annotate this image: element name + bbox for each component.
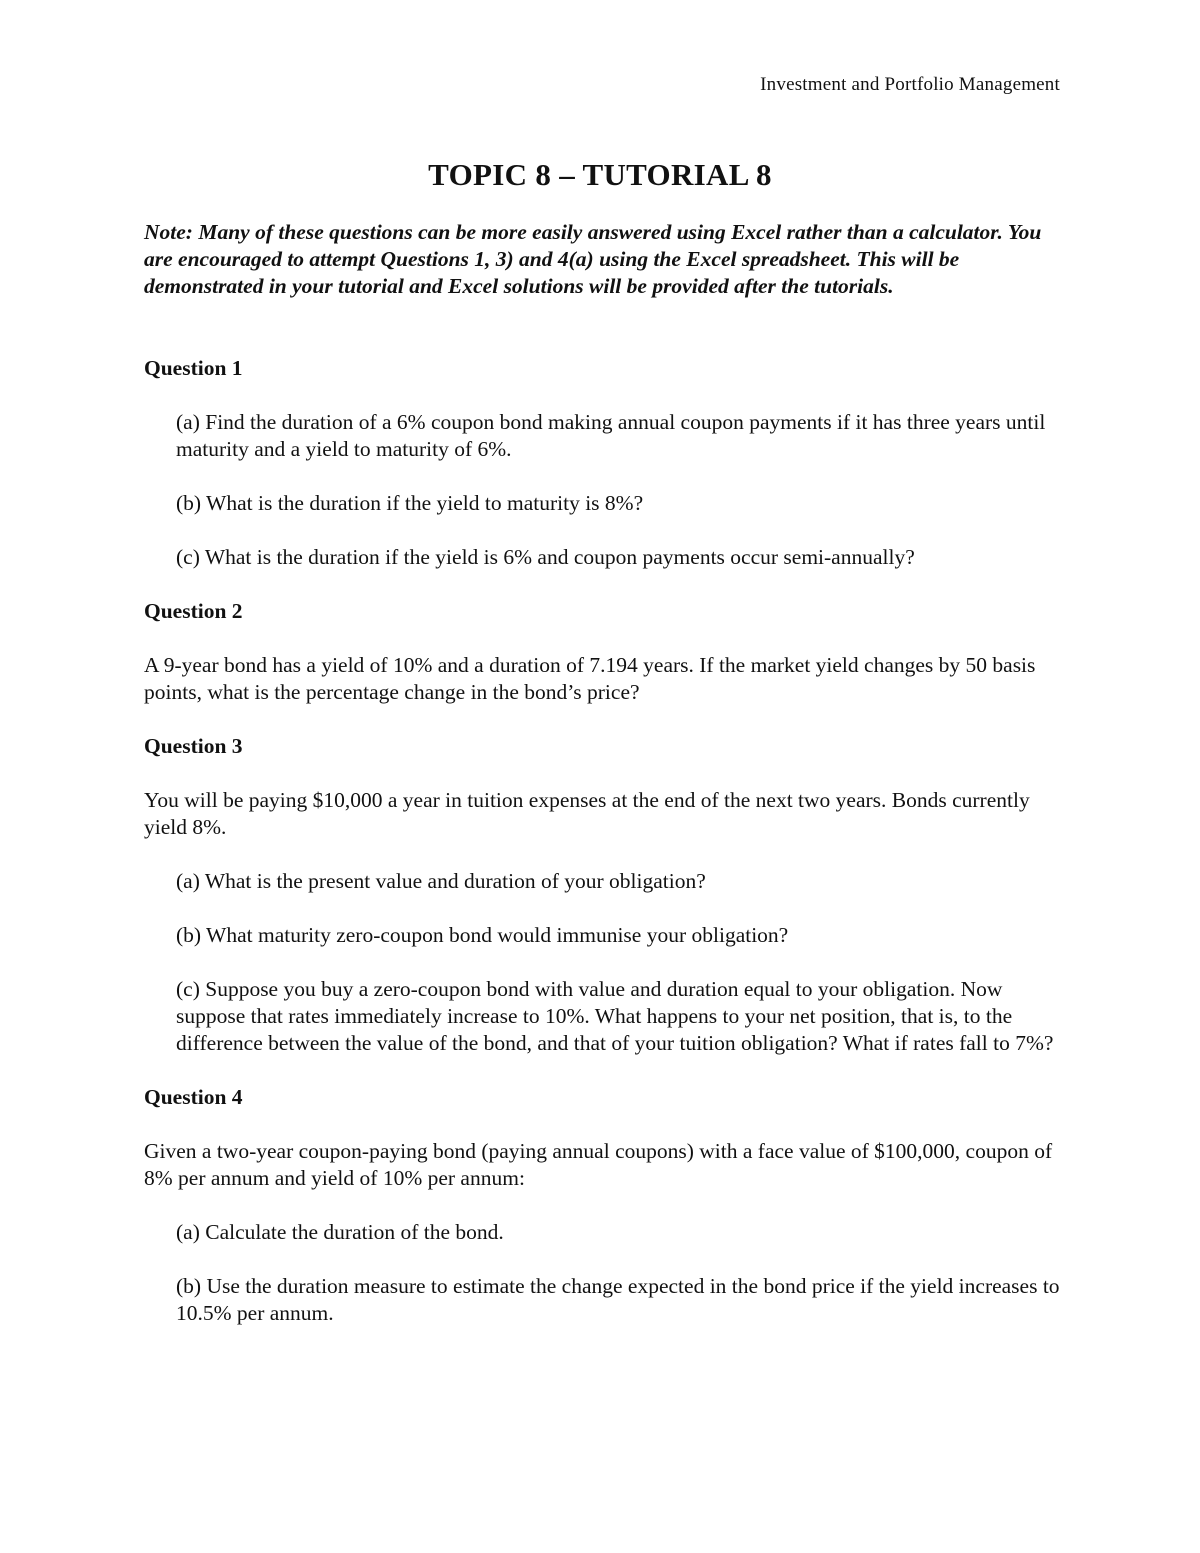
question-2-heading: Question 2 (144, 599, 243, 623)
question-4-heading: Question 4 (144, 1085, 243, 1109)
running-header: Investment and Portfolio Management (760, 74, 1060, 95)
question-2-text: A 9-year bond has a yield of 10% and a duration of 7.194 years. If the market yield changes by 50 basis points, what is the percentage change in the bond’s price? (144, 653, 1036, 704)
question-4-part-b: (b) Use the duration measure to estimate the change expected in the bond price if the yield increases to 10.5% per annum. (176, 1274, 1060, 1325)
question-1-part-c: (c) What is the duration if the yield is 6% and coupon payments occur semi-annually? (176, 545, 915, 569)
question-3-heading: Question 3 (144, 734, 243, 758)
question-4-text: Given a two-year coupon-paying bond (paying annual coupons) with a face value of $100,000, coupon of 8% per annum and yield of 10% per annum: (144, 1139, 1053, 1190)
page-title: TOPIC 8 – TUTORIAL 8 (428, 157, 772, 192)
question-3-part-b: (b) What maturity zero-coupon bond would immunise your obligation? (176, 923, 789, 947)
question-1-heading: Question 1 (144, 356, 243, 380)
instruction-note: Note: Many of these questions can be more easily answered using Excel rather than a calculator. You are encouraged to attempt Questions 1, 3) and 4(a) using the Excel spreadsheet. This will be demonstrated in your tutorial and Excel solutions will be provided after the tutorials. (144, 220, 1042, 298)
question-1-part-a: (a) Find the duration of a 6% coupon bond making annual coupon payments if it has three years until maturity and a yield to maturity of 6%. (176, 410, 1046, 461)
questions-section (144, 355, 1064, 1327)
question-3-part-a: (a) What is the present value and duration of your obligation? (176, 869, 706, 893)
question-3-part-c: (c) Suppose you buy a zero-coupon bond with value and duration equal to your obligation. Now suppose that rates immediately increase to 10%. What happens to your net position, that is, to the difference between the value of the bond, and that of your tuition obligation? What if rates fall to 7%? (176, 977, 1054, 1055)
question-4-part-a: (a) Calculate the duration of the bond. (176, 1220, 504, 1244)
question-3-text: You will be paying $10,000 a year in tuition expenses at the end of the next two years. Bonds currently yield 8%. (144, 788, 1030, 839)
question-1-part-b: (b) What is the duration if the yield to maturity is 8%? (176, 491, 644, 515)
